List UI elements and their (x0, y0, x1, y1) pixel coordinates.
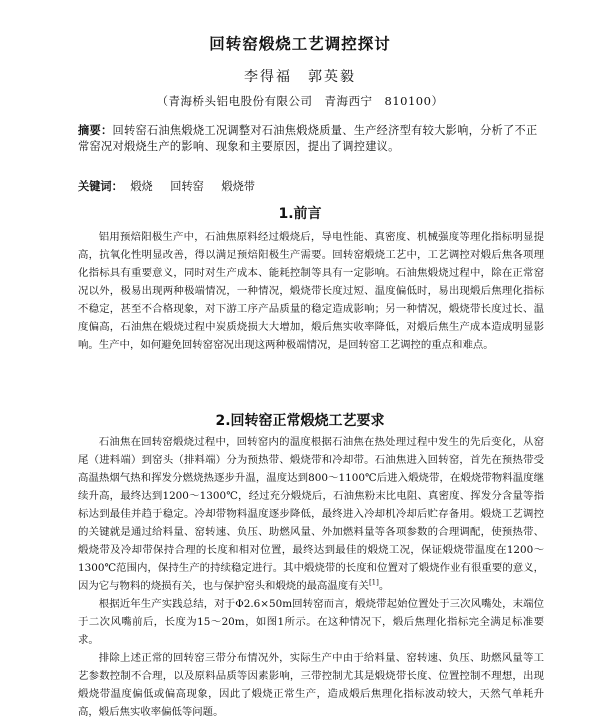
paragraph (78, 433, 544, 595)
paper-affiliation: （青海桥头铝电股份有限公司 青海西宁 810100） (156, 94, 444, 108)
keyword: 回转窑 (170, 180, 204, 193)
keywords-label: 关键词： (78, 179, 123, 193)
paragraph-text: 石油焦在回转窑煅烧过程中，回转窑内的温度根据石油焦在热处理过程中发生的先后变化，从窑尾（进料端）到窑头（排料端）分为预热带、煅烧带和冷却带。石油焦进入回转窑，首先在预热带受高温热烟气热和挥发分燃烧热逐步升温，温度达到800～1100℃后进入煅烧带，在煅烧带物料温度继续升高，最终达到1200～1300℃，经过充分煅烧后，石油焦粉末比电阻、真密度、挥发分含量等指标达到最佳并趋于稳定。冷却带物料温度逐步降低，最终进入冷却机冷却后贮存备用。煅烧工艺调控的关键就是通过给料量、窑转速、负压、助燃风量、外加燃料量等各项参数的合理调配，使预热带、煅烧带及冷却带保持合理的长度和相对位置，最终达到最佳的煅烧工况，保证煅烧带温度在1200～1300℃范围内，保持生产的持续稳定进行。其中煅烧带的长度和位置对了煅烧作业有很重要的意义，因为它与物料的烧损有关，也与保护窑头和煅烧的最高温度有关 (78, 436, 544, 592)
paragraph-end: 。 (378, 580, 390, 592)
paragraph: 根据近年生产实践总结，对于Φ2.6×50m回转窑而言，煅烧带起始位置处于三次风嘴处，末端位于二次风嘴前后，长度为15～20m，如图1所示。在这种情况下，煅后焦理化指标完全满足标准要求。 (78, 598, 544, 646)
citation-ref: [1] (368, 578, 379, 587)
paper-title: 回转窑煅烧工艺调控探讨 (209, 35, 391, 53)
section-body (78, 433, 544, 721)
section-heading: 2.回转窑正常煅烧工艺要求 (215, 413, 385, 429)
abstract (78, 122, 544, 155)
keywords (78, 178, 544, 195)
paragraph: 排除上述正常的回转窑三带分布情况外，实际生产中由于给料量、窑转速、负压、助燃风量等工艺参数控制不合理，以及原料品质等因素影响，三带控制尤其是煅烧带长度、位置控制不理想，出现煅烧带温度偏低或偏高现象，因此了煅烧正常生产，造成煅后焦理化指标波动较大，天然气单耗升高，煅后焦实收率偏低等问题。 (78, 652, 544, 718)
keyword: 煅烧 (130, 180, 153, 193)
keyword: 煅烧带 (221, 180, 255, 193)
section-body (78, 228, 544, 354)
paper-authors: 李得福 郭英毅 (244, 69, 356, 85)
paragraph: 铝用预焙阳极生产中，石油焦原料经过煅烧后，导电性能、真密度、机械强度等理化指标明显提高，抗氧化性明显改善，得以满足预焙阳极生产需要。回转窑煅烧工艺中，工艺调控对煅后焦各项理化指标具有重要意义，同时对生产成本、能耗控制等具有一定影响。石油焦煅烧过程中，除在正常窑况以外，极易出现两种极端情况，一种情况，煅烧带长度过短、温度偏低时，易出现煅后焦理化指标不稳定，甚至不合格现象，对下游工序产品质量的稳定造成影响；另一种情况，煅烧带长度过长、温度偏高，石油焦在煅烧过程中炭质烧损大大增加，煅后焦实收率降低，对煅后焦生产成本造成明显影响。生产中，如何避免回转窑窑况出现这两种极端情况，是回转窑工艺调控的重点和难点。 (78, 231, 544, 351)
abstract-label: 摘要： (78, 123, 113, 137)
abstract-text: 回转窑石油焦煅烧工况调整对石油焦煅烧质量、生产经济型有较大影响，分析了不正常窑况对煅烧生产的影响、现象和主要原因，提出了调控建议。 (78, 124, 538, 153)
section-heading: 1.前言 (278, 206, 322, 222)
